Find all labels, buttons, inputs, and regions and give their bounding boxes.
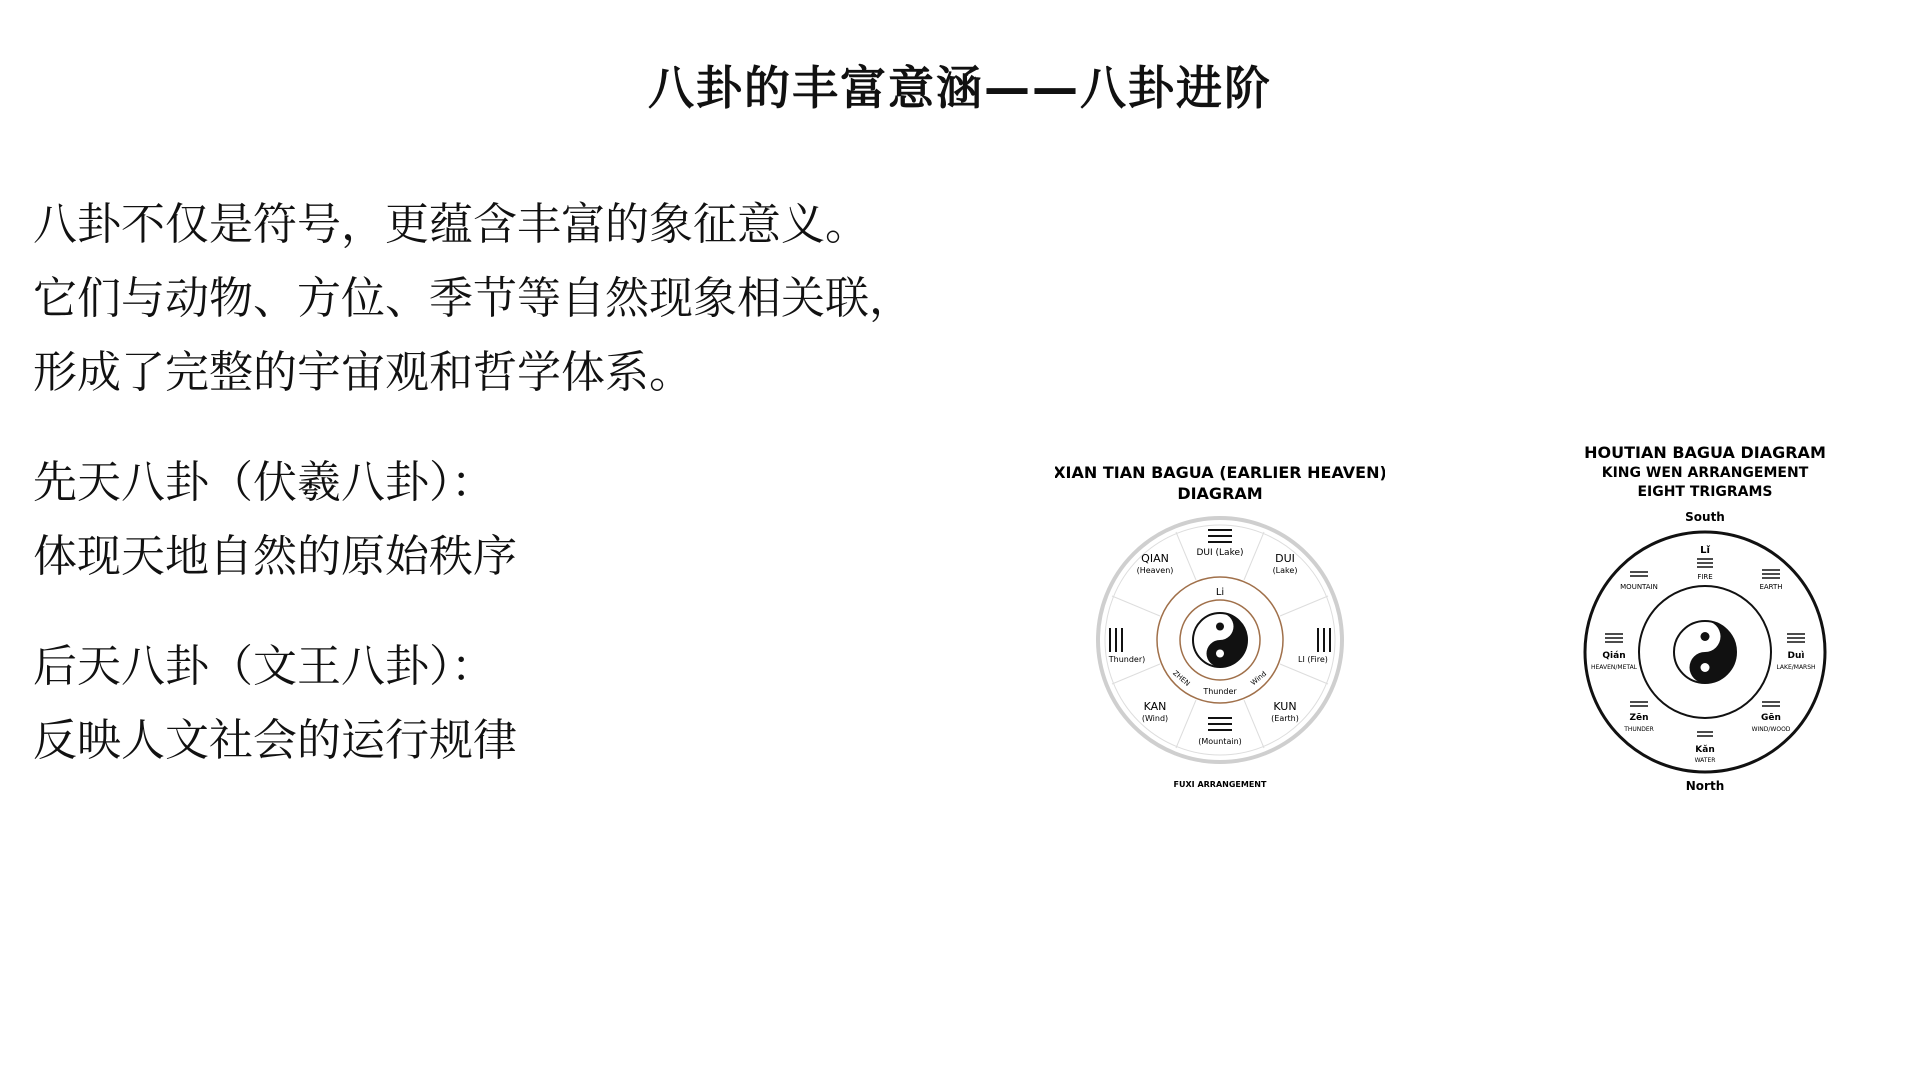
dui-label: Duì [1787,651,1805,661]
trigram-top-icon [1208,530,1232,542]
label-qian-sub: (Heaven) [1136,566,1174,575]
gen-label: Gēn [1761,713,1781,723]
trigram-bottom-icon [1208,718,1232,730]
xiantian-description: 体现天地自然的原始秩序 [33,531,517,582]
houtian-heading: 后天八卦（文王八卦）： [33,641,495,692]
label-dui-sub: (Lake) [1272,566,1298,575]
trigram-qian-icon [1605,634,1623,642]
trigram-right-icon [1318,628,1330,652]
kan-sub: WATER [1694,757,1716,764]
inner-label-wind: Wind [1249,669,1269,688]
trigram-kan-icon [1697,732,1713,736]
yin-yang-icon [1674,621,1736,683]
houtian-title-line1: HOUTIAN BAGUA DIAGRAM [1584,443,1826,462]
zhen-sub: THUNDER [1624,726,1654,733]
label-kan-sub: (Wind) [1141,714,1169,723]
label-south: South [1685,510,1725,524]
trigram-mountain-icon [1630,572,1648,576]
xiantian-title-line1: XIAN TIAN BAGUA (EARLIER HEAVEN) [1055,463,1385,482]
mountain-sub: MOUNTAIN [1620,583,1658,591]
li-sub: FIRE [1697,573,1713,581]
label-kan: KAN [1143,700,1167,713]
qian-sub: HEAVEN/METAL [1590,664,1638,671]
inner-label-zhen: ZHEN [1171,669,1192,688]
intro-line-3: 形成了完整的宇宙观和哲学体系。 [33,347,693,398]
inner-label-bottom: Thunder [1203,687,1237,696]
trigram-gen-icon [1762,702,1780,706]
intro-line-1: 八卦不仅是符号，更蕴含丰富的象征意义。 [33,199,869,250]
trigram-li-icon [1697,559,1713,567]
body-text [33,188,913,778]
qian-label: Qián [1602,651,1626,661]
xiantian-heading: 先天八卦（伏羲八卦）： [33,457,495,508]
kan-label: Kǎn [1695,745,1715,755]
li-label: Lǐ [1700,545,1710,556]
houtian-title-line3: EIGHT TRIGRAMS [1637,484,1773,500]
label-qian: QIAN [1141,552,1169,565]
trigram-earth-icon [1762,570,1780,578]
xiantian-title-line2: DIAGRAM [1177,484,1263,503]
label-bottom: (Mountain) [1198,737,1242,746]
gen-sub: WIND/WOOD [1751,726,1791,733]
label-right-sub: LI (Fire) [1298,655,1328,664]
trigram-dui-icon [1787,634,1805,642]
yin-yang-icon [1193,613,1247,667]
label-dui: DUI [1275,552,1295,565]
zhen-label: Zēn [1629,713,1649,723]
xiantian-bagua-diagram [1055,415,1385,795]
houtian-bagua-diagram [1545,440,1865,810]
page-title: 八卦的丰富意涵——八卦进阶 [648,61,1272,115]
label-north: North [1685,779,1725,793]
earth-sub: EARTH [1759,583,1783,591]
label-kun: KUN [1273,700,1297,713]
trigram-zhen-icon [1630,702,1648,706]
intro-line-2: 它们与动物、方位、季节等自然现象相关联， [33,273,913,324]
inner-label-top: Li [1215,587,1225,598]
houtian-description: 反映人文社会的运行规律 [33,715,517,766]
xiantian-caption: FUXI ARRANGEMENT [1173,780,1267,789]
dui-sub: LAKE/MARSH [1776,664,1816,671]
trigram-left-icon [1110,628,1122,652]
label-left-sub: Thunder) [1108,655,1146,664]
label-kun-sub: (Earth) [1271,714,1299,723]
houtian-title-line2: KING WEN ARRANGEMENT [1601,465,1809,481]
label-top: DUI (Lake) [1196,548,1244,558]
